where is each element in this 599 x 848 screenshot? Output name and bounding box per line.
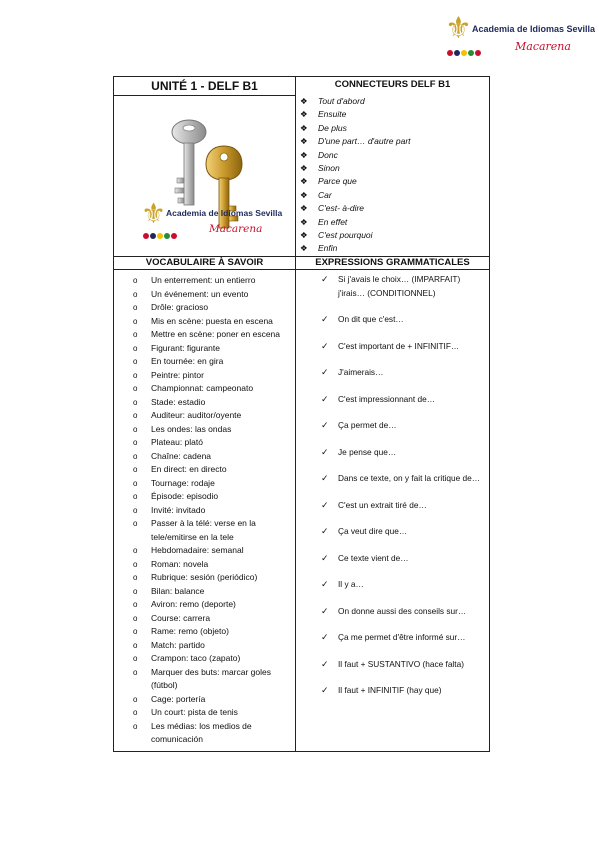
expression-text: C'est important de + INFINITIF… [338,340,460,351]
vocab-text: Drôle: gracioso [151,302,209,312]
expression-item [321,631,485,645]
vocab-item [133,517,295,544]
diamond-bullet-icon: ❖ [300,109,308,120]
check-icon: ✓ [321,274,329,284]
vocab-text: Plateau: plató [151,437,203,447]
vocab-item [133,544,295,558]
vocab-text: Mis en scène: puesta en escena [151,315,273,326]
fleur-de-lis-icon: ⚜ [141,197,167,230]
connector-item [300,149,489,162]
connector-text: D'une part… d'autre part [318,136,411,147]
circle-bullet-icon: o [133,492,138,501]
vocab-item [133,396,295,410]
check-icon: ✓ [321,526,329,536]
vocab-title: VOCABULAIRE À SAVOIR [114,257,296,270]
check-icon: ✓ [321,658,329,669]
circle-bullet-icon: o [133,600,138,609]
circle-bullet-icon: o [133,343,138,353]
vocab-item [133,666,295,693]
connector-item [300,135,489,148]
flags-icon [447,44,482,62]
vocab-text: Les médias: los medios de comunicación [151,720,252,744]
expression-item [321,446,485,460]
vocab-text: En direct: en directo [151,464,227,474]
connector-text: Sinon [318,162,340,173]
connector-text: De plus [318,122,347,133]
vocab-item [133,328,295,342]
connector-item [300,175,489,188]
circle-bullet-icon: o [133,384,138,393]
vocab-item [133,652,295,666]
check-icon: ✓ [321,552,329,563]
diamond-bullet-icon: ❖ [300,136,308,147]
connector-text: C'est pourquoi [318,229,373,240]
connector-text: Enfin [318,243,338,254]
vocab-item [133,504,295,518]
vocab-item [133,571,295,585]
connector-text: Tout d'abord [318,96,365,106]
connector-item [300,95,489,108]
circle-bullet-icon: o [133,438,138,447]
expression-item [321,684,485,698]
vocab-text: Épisode: episodio [151,491,219,501]
vocab-cell [114,270,296,752]
check-icon: ✓ [321,367,329,377]
vocab-item [133,558,295,572]
vocab-text: Championnat: campeonato [151,383,254,393]
expr-cell [296,270,490,752]
circle-bullet-icon: o [133,465,138,474]
vocab-text: Course: carrera [151,612,211,623]
expression-item [321,578,485,592]
diamond-bullet-icon: ❖ [300,149,308,160]
diamond-bullet-icon: ❖ [300,229,308,240]
check-icon: ✓ [321,685,329,695]
expression-text: C'est un extrait tiré de… [338,499,427,510]
inner-logo-script: Macarena [209,223,263,235]
diamond-bullet-icon: ❖ [300,96,308,106]
circle-bullet-icon: o [133,370,138,380]
circle-bullet-icon: o [133,613,138,623]
vocab-item [133,450,295,464]
vocab-text: Rubrique: sesión (periódico) [151,572,258,582]
vocab-text: Cage: portería [151,693,206,704]
circle-bullet-icon: o [133,721,138,731]
circle-bullet-icon: o [133,519,138,528]
expression-item [321,552,485,566]
connector-text: Donc [318,149,338,160]
vocab-item [133,625,295,639]
expression-text: Ça veut dire que… [338,526,408,536]
vocab-text: Rame: remo (objeto) [151,626,229,636]
circle-bullet-icon: o [133,424,138,434]
circle-bullet-icon: o [133,451,138,461]
connector-item [300,162,489,175]
connector-item [300,216,489,229]
diamond-bullet-icon: ❖ [300,176,308,187]
connector-item [300,122,489,135]
vocab-text: Les ondes: las ondas [151,423,232,434]
diamond-bullet-icon: ❖ [300,243,308,254]
expression-text: C'est impressionnant de… [338,393,436,404]
expression-text: On dit que c'est… [338,314,404,324]
expression-text: J'aimerais… [338,367,384,377]
diamond-bullet-icon: ❖ [300,162,308,173]
fleur-de-lis-icon: ⚜ [445,11,472,46]
vocab-text: Roman: novela [151,558,209,569]
vocab-text: Tournage: rodaje [151,477,215,488]
vocab-item [133,342,295,356]
circle-bullet-icon: o [133,397,138,407]
circle-bullet-icon: o [133,667,138,677]
unit-title: UNITÉ 1 - DELF B1 [114,77,296,96]
circle-bullet-icon: o [133,627,138,636]
expression-item [321,340,485,354]
check-icon: ✓ [321,420,329,430]
vocab-item [133,369,295,383]
expression-item [321,273,485,300]
connector-text: En effet [318,216,348,227]
vocab-item [133,612,295,626]
flags-icon [143,227,178,245]
check-icon: ✓ [321,446,329,457]
vocab-item [133,274,295,288]
vocab-item [133,706,295,720]
vocab-text: Chaîne: cadena [151,450,212,461]
connectors-list [296,93,489,256]
vocab-text: En tournée: en gira [151,356,224,366]
vocab-text: Passer à la télé: verse en la tele/emitirse en la tele [151,518,256,542]
vocab-text: Un court: pista de tenis [151,707,238,717]
circle-bullet-icon: o [133,559,138,569]
vocab-item [133,720,295,747]
expression-item [321,499,485,513]
vocab-text: Bilan: balance [151,585,205,596]
vocab-item [133,693,295,707]
check-icon: ✓ [321,314,329,324]
expr-title: EXPRESSIONS GRAMMATICALES [296,257,490,270]
check-icon: ✓ [321,393,329,404]
vocab-item [133,355,295,369]
vocab-item [133,585,295,599]
expression-item [321,393,485,407]
silver-key-icon [169,118,209,213]
vocab-item [133,301,295,315]
academy-logo [445,11,596,56]
expression-text: Il faut + INFINITIF (hay que) [338,685,442,695]
vocab-item [133,423,295,437]
vocab-text: Match: partido [151,639,205,650]
diamond-bullet-icon: ❖ [300,203,308,214]
vocab-item [133,382,295,396]
expression-text: Ce texte vient de… [338,552,409,563]
vocab-text: Aviron: remo (deporte) [151,599,236,609]
expression-item [321,419,485,433]
connector-text: Ensuite [318,109,347,120]
logo-script: Macarena [515,40,571,53]
vocab-item [133,288,295,302]
academy-logo-inner [141,197,283,240]
diamond-bullet-icon: ❖ [300,216,308,227]
expression-text: Si j'avais le choix… (IMPARFAIT) j'irais… (CONDITIONNEL) [338,274,461,298]
circle-bullet-icon: o [133,546,138,555]
connector-item [300,108,489,121]
circle-bullet-icon: o [133,411,138,420]
connector-item [300,242,489,255]
vocab-item [133,409,295,423]
check-icon: ✓ [321,605,329,616]
check-icon: ✓ [321,632,329,642]
vocab-text: Auditeur: auditor/oyente [151,410,242,420]
vocab-item [133,490,295,504]
circle-bullet-icon: o [133,316,138,326]
vocab-item [133,463,295,477]
vocab-text: Un enterrement: un entierro [151,275,256,285]
connector-item [300,202,489,215]
circle-bullet-icon: o [133,640,138,650]
expression-text: Il faut + SUSTANTIVO (hace falta) [338,658,464,669]
circle-bullet-icon: o [133,357,138,366]
circle-bullet-icon: o [133,289,138,299]
circle-bullet-icon: o [133,303,138,312]
check-icon: ✓ [321,340,329,351]
circle-bullet-icon: o [133,505,138,515]
connector-item [300,189,489,202]
logo-text: Academia de Idiomas Sevilla [472,24,596,34]
vocab-list [114,270,295,751]
connector-item [300,229,489,242]
expr-list [296,270,489,702]
vocab-text: Marquer des buts: marcar goles (fútbol) [151,666,271,690]
expression-text: Il y a… [338,579,364,589]
connectors-title: CONNECTEURS DELF B1 [334,79,451,90]
connectors-cell [296,77,490,257]
circle-bullet-icon: o [133,654,138,663]
vocab-text: Stade: estadio [151,396,206,407]
circle-bullet-icon: o [133,708,138,717]
expression-text: Je pense que… [338,446,397,457]
connector-text: Car [318,189,332,200]
expression-text: Ça permet de… [338,420,397,430]
vocab-item [133,598,295,612]
diamond-bullet-icon: ❖ [300,189,308,200]
vocab-item [133,477,295,491]
inner-logo-text: Academia de Idiomas Sevilla [166,208,283,218]
check-icon: ✓ [321,473,329,483]
vocab-text: Figurant: figurante [151,342,220,353]
circle-bullet-icon: o [133,330,138,339]
vocab-text: Crampon: taco (zapato) [151,653,241,663]
check-icon: ✓ [321,579,329,589]
vocab-text: Hebdomadaire: semanal [151,545,244,555]
vocab-item [133,436,295,450]
diamond-bullet-icon: ❖ [300,122,308,133]
expression-item [321,366,485,380]
vocab-text: Peintre: pintor [151,369,204,380]
expression-text: Ça me permet d'être informé sur… [338,632,466,642]
circle-bullet-icon: o [133,586,138,596]
circle-bullet-icon: o [133,478,138,488]
expression-item [321,313,485,327]
vocab-text: Invité: invitado [151,504,206,515]
unit-table [113,76,490,752]
circle-bullet-icon: o [133,276,138,285]
expression-item [321,605,485,619]
expression-item [321,658,485,672]
circle-bullet-icon: o [133,573,138,582]
vocab-item [133,315,295,329]
vocab-text: Mettre en scène: poner en escena [151,329,280,339]
expression-item [321,472,485,486]
keys-image-cell [114,96,296,257]
connector-text: C'est- à-dire [318,203,365,214]
vocab-text: Un événement: un evento [151,288,249,299]
connector-text: Parce que [318,176,357,187]
expression-item [321,525,485,539]
expression-text: On donne aussi des conseils sur… [338,605,467,616]
check-icon: ✓ [321,499,329,510]
circle-bullet-icon: o [133,694,138,704]
vocab-item [133,639,295,653]
expression-text: Dans ce texte, on y fait la critique de… [338,473,481,483]
